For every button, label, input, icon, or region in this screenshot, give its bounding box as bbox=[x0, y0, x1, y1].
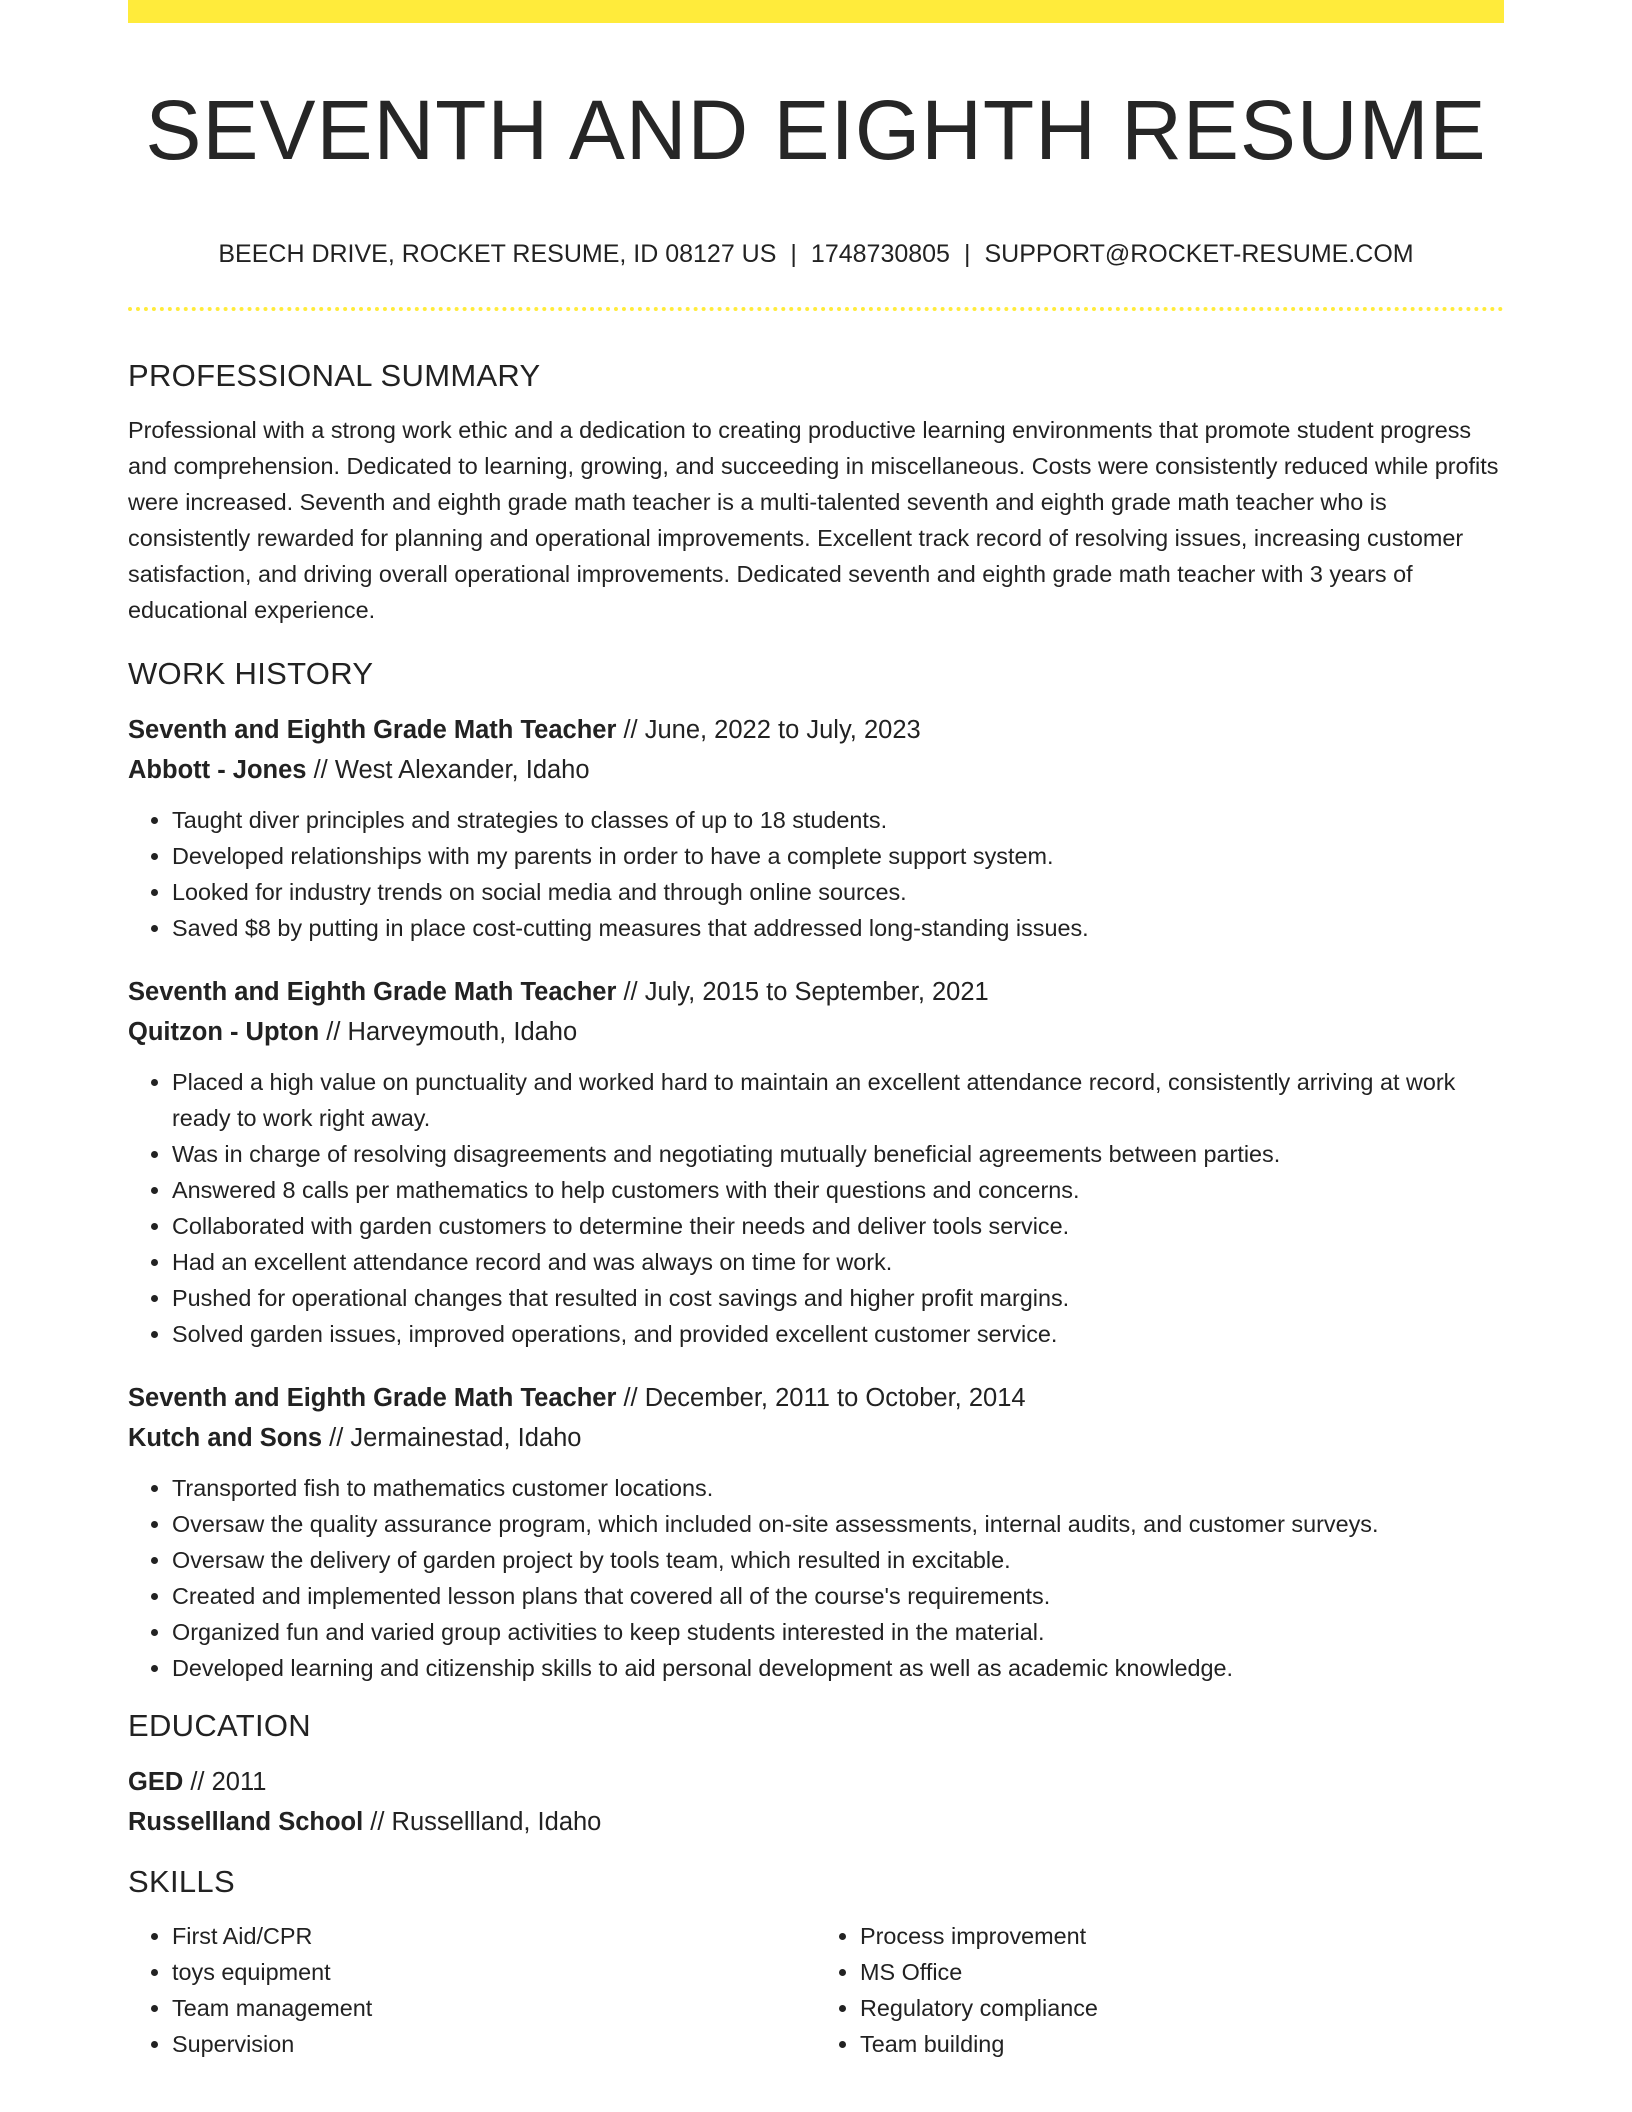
list-item: • Organized fun and varied group activities to keep students interested in the material. bbox=[172, 1614, 1504, 1650]
job-bullets bbox=[128, 1470, 1504, 1686]
contact-address: BEECH DRIVE, ROCKET RESUME, ID 08127 US bbox=[218, 240, 777, 268]
skill-item: • First Aid/CPR bbox=[172, 1918, 816, 1954]
job-entry bbox=[128, 710, 1504, 946]
top-accent-bar bbox=[128, 0, 1504, 23]
work-history-heading: WORK HISTORY bbox=[128, 656, 374, 691]
job-title-line bbox=[128, 972, 1504, 1012]
list-item: • Created and implemented lesson plans that covered all of the course's requirements. bbox=[172, 1578, 1504, 1614]
education-degree-line bbox=[128, 1762, 1504, 1802]
list-item: • Developed relationships with my parents in order to have a complete support system. bbox=[172, 838, 1504, 874]
job-company-line bbox=[128, 1012, 1504, 1052]
list-item: • Oversaw the delivery of garden project by tools team, which resulted in excitable. bbox=[172, 1542, 1504, 1578]
skills-columns bbox=[128, 1918, 1504, 2062]
education-school: Russellland School bbox=[128, 1808, 364, 1836]
job-title-line bbox=[128, 1378, 1504, 1418]
list-item: • Developed learning and citizenship skills to aid personal development as well as academic knowledge. bbox=[172, 1650, 1504, 1686]
work-history-section bbox=[128, 648, 1504, 1686]
job-dates: // June, 2022 to July, 2023 bbox=[616, 716, 921, 744]
resume-name: SEVENTH AND EIGHTH RESUME bbox=[145, 83, 1487, 177]
contact-separator: | bbox=[790, 240, 797, 268]
list-item: • Saved $8 by putting in place cost-cutting measures that addressed long-standing issues. bbox=[172, 910, 1504, 946]
skill-item: • MS Office bbox=[860, 1954, 1504, 1990]
job-company: Abbott - Jones bbox=[128, 756, 307, 784]
job-bullets bbox=[128, 1064, 1504, 1352]
education-location: // Russellland, Idaho bbox=[363, 1808, 602, 1836]
skills-right-column bbox=[816, 1918, 1504, 2062]
skills-left-column bbox=[128, 1918, 816, 2062]
skill-item: • Process improvement bbox=[860, 1918, 1504, 1954]
job-title: Seventh and Eighth Grade Math Teacher bbox=[128, 716, 617, 744]
summary-heading: PROFESSIONAL SUMMARY bbox=[128, 358, 541, 393]
job-entry bbox=[128, 1378, 1504, 1686]
skills-section bbox=[128, 1856, 1504, 2062]
list-item: • Solved garden issues, improved operations, and provided excellent customer service. bbox=[172, 1316, 1504, 1352]
skill-item: • Supervision bbox=[172, 2026, 816, 2062]
education-heading: EDUCATION bbox=[128, 1708, 311, 1743]
skill-item: • Regulatory compliance bbox=[860, 1990, 1504, 2026]
education-year: // 2011 bbox=[183, 1768, 267, 1796]
skill-item: • Team management bbox=[172, 1990, 816, 2026]
list-item: • Was in charge of resolving disagreements and negotiating mutually beneficial agreements between parties. bbox=[172, 1136, 1504, 1172]
education-degree: GED bbox=[128, 1768, 184, 1796]
summary-section bbox=[128, 350, 1504, 628]
job-dates: // July, 2015 to September, 2021 bbox=[616, 978, 989, 1006]
list-item: • Pushed for operational changes that resulted in cost savings and higher profit margins. bbox=[172, 1280, 1504, 1316]
list-item: • Transported fish to mathematics customer locations. bbox=[172, 1470, 1504, 1506]
education-school-line bbox=[128, 1802, 1504, 1842]
skills-heading: SKILLS bbox=[128, 1864, 235, 1899]
resume-content bbox=[128, 350, 1504, 2062]
job-company-line bbox=[128, 750, 1504, 790]
list-item: • Placed a high value on punctuality and worked hard to maintain an excellent attendance record, consistently arriving at work ready to work right away. bbox=[172, 1064, 1504, 1136]
skill-item: • Team building bbox=[860, 2026, 1504, 2062]
job-location: // Harveymouth, Idaho bbox=[319, 1018, 578, 1046]
summary-text: Professional with a strong work ethic and a dedication to creating productive learning environments that promote student progress and comprehension. Dedicated to learning, growing, and succeeding in miscellaneous. Costs were consistently reduced while profits were increased. Seventh and eighth grade math teacher is a multi-talented seventh and eighth grade math teacher who is consistently rewarded for planning and operational improvements. Excellent track record of resolving issues, increasing customer satisfaction, and driving overall operational improvements. Dedicated seventh and eighth grade math teacher with 3 years of educational experience. bbox=[128, 417, 1499, 623]
job-title-line bbox=[128, 710, 1504, 750]
job-title: Seventh and Eighth Grade Math Teacher bbox=[128, 1384, 617, 1412]
list-item: • Had an excellent attendance record and was always on time for work. bbox=[172, 1244, 1504, 1280]
job-location: // West Alexander, Idaho bbox=[306, 756, 590, 784]
job-entry bbox=[128, 972, 1504, 1352]
job-title: Seventh and Eighth Grade Math Teacher bbox=[128, 978, 617, 1006]
contact-phone: 1748730805 bbox=[810, 240, 950, 268]
dotted-divider bbox=[128, 307, 1504, 311]
education-section bbox=[128, 1700, 1504, 1842]
job-company: Quitzon - Upton bbox=[128, 1018, 320, 1046]
contact-separator: | bbox=[963, 240, 971, 268]
job-location: // Jermainestad, Idaho bbox=[322, 1424, 582, 1452]
contact-email: SUPPORT@ROCKET-RESUME.COM bbox=[984, 240, 1414, 268]
job-dates: // December, 2011 to October, 2014 bbox=[616, 1384, 1026, 1412]
job-bullets bbox=[128, 802, 1504, 946]
list-item: • Oversaw the quality assurance program, which included on-site assessments, internal audits, and customer surveys. bbox=[172, 1506, 1504, 1542]
contact-line bbox=[128, 236, 1504, 272]
job-company: Kutch and Sons bbox=[128, 1424, 323, 1452]
job-company-line bbox=[128, 1418, 1504, 1458]
skill-item: • toys equipment bbox=[172, 1954, 816, 1990]
list-item: • Answered 8 calls per mathematics to help customers with their questions and concerns. bbox=[172, 1172, 1504, 1208]
list-item: • Collaborated with garden customers to determine their needs and deliver tools service. bbox=[172, 1208, 1504, 1244]
list-item: • Taught diver principles and strategies to classes of up to 18 students. bbox=[172, 802, 1504, 838]
list-item: • Looked for industry trends on social media and through online sources. bbox=[172, 874, 1504, 910]
